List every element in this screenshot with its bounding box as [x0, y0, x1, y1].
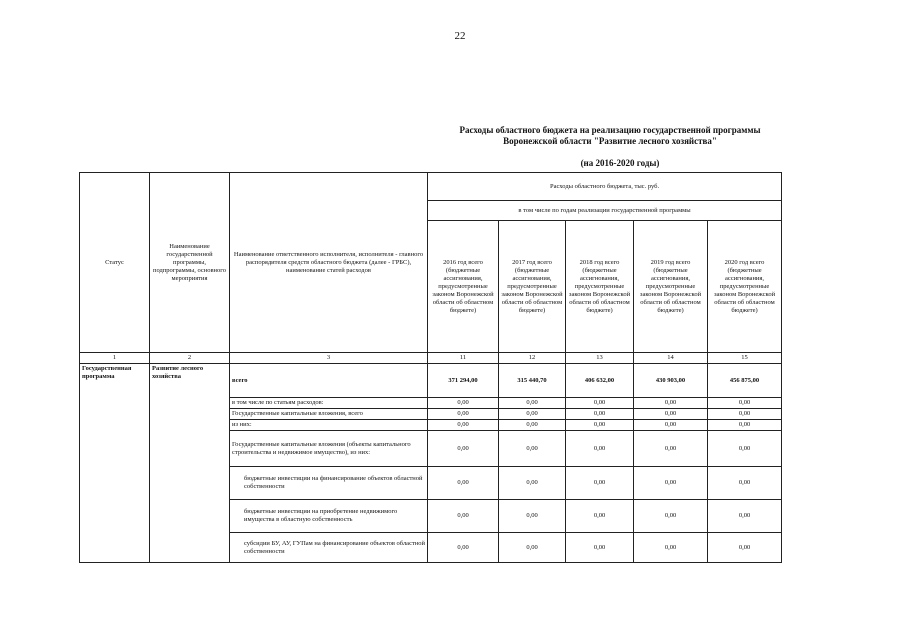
- header-year-2019: 2019 год всего (бюджетные ассигнования, предусмотренные законом Воронежской области об областном бюджете): [634, 221, 708, 353]
- row-value: 0,00: [634, 533, 708, 563]
- row-value: 0,00: [708, 420, 782, 431]
- row-value: 0,00: [708, 409, 782, 420]
- row-value: 0,00: [634, 500, 708, 533]
- row-value: 0,00: [708, 398, 782, 409]
- row-label: в том числе по статьям расходов:: [230, 398, 428, 409]
- row-label: бюджетные инвестиции на финансирование объектов областной собственности: [230, 467, 428, 500]
- col-number: 3: [230, 353, 428, 364]
- row-value: 0,00: [499, 431, 566, 467]
- col-number: 1: [80, 353, 150, 364]
- row-value: 0,00: [634, 398, 708, 409]
- row-value: 0,00: [634, 420, 708, 431]
- page-number: 22: [454, 30, 466, 42]
- header-executor: Наименование ответственного исполнителя, исполнителя - главного распорядителя средств областного бюджета (далее - ГРБС), наименование статей расходов: [230, 173, 428, 353]
- row-value: 0,00: [566, 420, 634, 431]
- program-cell: Развитие лесного хозяйства: [150, 364, 230, 563]
- row-value: 0,00: [708, 533, 782, 563]
- row-value: 406 632,00: [566, 364, 634, 398]
- row-value: 0,00: [499, 500, 566, 533]
- row-value: 0,00: [428, 533, 499, 563]
- status-cell: Государственная программа: [80, 364, 150, 563]
- row-value: 0,00: [428, 409, 499, 420]
- row-label: из них:: [230, 420, 428, 431]
- row-label: Государственные капитальные вложения (объекты капитального строительства и недвижимое имущество), из них:: [230, 431, 428, 467]
- title-line-1: Расходы областного бюджета на реализацию государственной программы: [459, 125, 761, 135]
- col-number: 15: [708, 353, 782, 364]
- row-value: 0,00: [708, 467, 782, 500]
- row-value: 0,00: [499, 467, 566, 500]
- period-label: (на 2016-2020 годы): [580, 158, 660, 168]
- row-label: всего: [230, 364, 428, 398]
- row-value: 0,00: [634, 409, 708, 420]
- header-program-name: Наименование государственной программы, подпрограммы, основного мероприятия: [150, 173, 230, 353]
- header-years-group: в том числе по годам реализации государственной программы: [428, 201, 782, 221]
- header-year-2018: 2018 год всего (бюджетные ассигнования, предусмотренные законом Воронежской области об областном бюджете): [566, 221, 634, 353]
- header-year-2020: 2020 год всего (бюджетные ассигнования, предусмотренные законом Воронежской области об областном бюджете): [708, 221, 782, 353]
- row-label: Государственные капитальные вложения, всего: [230, 409, 428, 420]
- row-value: 0,00: [566, 533, 634, 563]
- row-value: 430 903,00: [634, 364, 708, 398]
- row-value: 0,00: [428, 500, 499, 533]
- row-value: 0,00: [708, 431, 782, 467]
- col-number: 12: [499, 353, 566, 364]
- row-value: 0,00: [499, 533, 566, 563]
- row-value: 0,00: [566, 467, 634, 500]
- row-value: 0,00: [566, 431, 634, 467]
- row-value: 0,00: [428, 431, 499, 467]
- header-status: Статус: [80, 173, 150, 353]
- header-budget-group: Расходы областного бюджета, тыс. руб.: [428, 173, 782, 201]
- row-value: 0,00: [634, 467, 708, 500]
- header-year-2017: 2017 год всего (бюджетные ассигнования, предусмотренные законом Воронежской области об областном бюджете): [499, 221, 566, 353]
- col-number: 13: [566, 353, 634, 364]
- header-year-2016: 2016 год всего (бюджетные ассигнования, предусмотренные законом Воронежской области об областном бюджете): [428, 221, 499, 353]
- row-value: 0,00: [428, 420, 499, 431]
- col-number: 2: [150, 353, 230, 364]
- col-number: 14: [634, 353, 708, 364]
- row-value: 0,00: [499, 420, 566, 431]
- row-value: 456 875,00: [708, 364, 782, 398]
- row-label: субсидии БУ, АУ, ГУПам на финансирование объектов областной собственности: [230, 533, 428, 563]
- document-title: [425, 125, 795, 147]
- row-value: 0,00: [566, 409, 634, 420]
- row-value: 0,00: [499, 409, 566, 420]
- row-value: 0,00: [428, 398, 499, 409]
- row-value: 0,00: [566, 500, 634, 533]
- row-value: 0,00: [566, 398, 634, 409]
- col-number: 11: [428, 353, 499, 364]
- row-label: бюджетные инвестиции на приобретение недвижимого имущества в областную собственность: [230, 500, 428, 533]
- row-value: 0,00: [708, 500, 782, 533]
- row-value: 0,00: [499, 398, 566, 409]
- table-row: [80, 364, 782, 398]
- row-value: 371 294,00: [428, 364, 499, 398]
- title-line-2: Воронежской области "Развитие лесного хозяйства": [503, 136, 717, 146]
- row-value: 0,00: [428, 467, 499, 500]
- budget-table: [79, 172, 782, 563]
- row-value: 0,00: [634, 431, 708, 467]
- column-number-row: [80, 353, 782, 364]
- row-value: 315 440,70: [499, 364, 566, 398]
